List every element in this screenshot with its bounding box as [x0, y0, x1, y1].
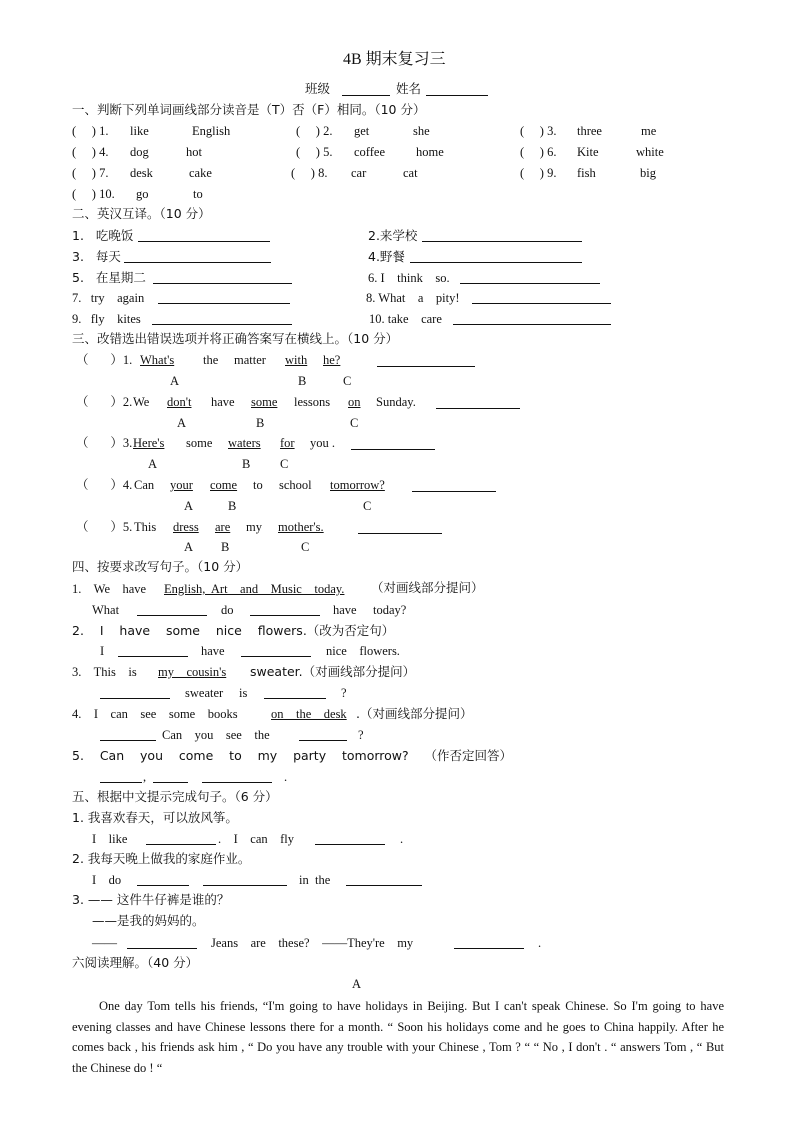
p1-q9-b: big: [640, 166, 656, 180]
p5-q1-like: I like: [92, 832, 128, 846]
p1-q4-num: ( ) 4.: [72, 145, 109, 159]
p3-q2-blank[interactable]: [436, 408, 520, 409]
p1-q2-num: ( ) 2.: [296, 124, 333, 138]
p5-q2-do: I do: [92, 873, 122, 887]
p3-q5-letter-a: A: [184, 540, 194, 554]
p3-q3-letter-c: C: [280, 457, 289, 471]
section-3-heading: 三、改错选出错误选项并将正确答案写在横线上。（10 分）: [72, 331, 399, 346]
p4-q2-rest: nice flowers.: [326, 644, 400, 658]
p4-q5-blank-3[interactable]: [202, 782, 272, 783]
p3-q4-w6: tomorrow?: [330, 478, 385, 492]
p2-blank-1[interactable]: [138, 241, 270, 242]
p3-q3-prefix: （ ）3.: [76, 436, 133, 450]
section-2-heading: 二、英汉互译。（10 分）: [72, 206, 211, 221]
p2-blank-7[interactable]: [158, 303, 290, 304]
section-1-heading: 一、判断下列单词画线部分读音是（T）否（F）相同。（10 分）: [72, 102, 426, 117]
p5-q2: 2. 我每天晚上做我的家庭作业。: [72, 851, 251, 866]
p4-q1-a: 1. We have: [72, 582, 147, 596]
p4-q1-blank-2[interactable]: [250, 615, 320, 616]
p1-q1-a: like: [130, 124, 149, 138]
p4-q4-blank-2[interactable]: [299, 740, 347, 741]
p1-q4-a: dog: [130, 145, 149, 159]
p2-blank-10[interactable]: [453, 324, 611, 325]
p3-q1-prefix: （ ）1.: [76, 353, 133, 367]
p4-q1-today: today?: [373, 603, 407, 617]
p5-q3: 3. —— 这件牛仔裤是谁的？: [72, 892, 230, 907]
p4-q2-blank-1[interactable]: [118, 656, 188, 657]
section-5-heading: 五、根据中文提示完成句子。（6 分）: [72, 789, 278, 804]
p4-q3-blank-1[interactable]: [100, 698, 170, 699]
class-blank[interactable]: [342, 95, 390, 96]
p3-q1-w5: he?: [323, 353, 341, 367]
p5-q2-blank-1[interactable]: [137, 885, 189, 886]
section-6-heading: 六阅读理解。（40 分）: [72, 955, 199, 970]
p3-q2-w7: Sunday.: [376, 395, 416, 409]
p4-q4-underlined: on the desk: [271, 707, 347, 721]
p1-q3-b: me: [641, 124, 657, 138]
p3-q3-w5: you .: [310, 436, 335, 450]
p1-q3-a: three: [577, 124, 602, 138]
p5-q3-dash: ——: [92, 936, 117, 950]
p5-q2-blank-3[interactable]: [346, 885, 422, 886]
p3-q5-w3: are: [215, 520, 231, 534]
p1-q6-b: white: [636, 145, 664, 159]
p3-q2-letter-c: C: [350, 416, 359, 430]
page-title: 4B 期末复习三: [343, 51, 446, 68]
p3-q4-letter-c: C: [363, 499, 372, 513]
p3-q1-w4: with: [285, 353, 308, 367]
p4-q2-blank-2[interactable]: [241, 656, 311, 657]
p3-q3-letter-b: B: [242, 457, 251, 471]
p5-q1-blank-2[interactable]: [315, 844, 385, 845]
p2-blank-9[interactable]: [152, 324, 292, 325]
p4-q1-do: do: [221, 603, 234, 617]
p4-q2-have: have: [201, 644, 225, 658]
p2-blank-3[interactable]: [124, 262, 271, 263]
name-blank[interactable]: [426, 95, 488, 96]
p2-item-3: 3. 每天: [72, 249, 121, 264]
p3-q5-blank[interactable]: [358, 533, 442, 534]
p4-q4-q: ?: [358, 728, 364, 742]
p2-blank-6[interactable]: [460, 283, 600, 284]
p3-q3-w2: some: [186, 436, 213, 450]
p1-q5-num: ( ) 5.: [296, 145, 333, 159]
p4-q2-i: I: [100, 644, 105, 658]
p1-q4-b: hot: [186, 145, 202, 159]
p5-q3-b: ——是我的妈妈的。: [92, 913, 205, 928]
p3-q3-w3: waters: [228, 436, 261, 450]
p4-q5-comma: ,: [143, 770, 147, 784]
p3-q5-w1: This: [134, 520, 157, 534]
p3-q3-blank[interactable]: [351, 449, 435, 450]
p2-item-9: 9. fly kites: [72, 312, 141, 326]
p5-q1: 1. 我喜欢春天，可以放风筝。: [72, 810, 238, 825]
p3-q4-prefix: （ ）4.: [76, 478, 133, 492]
p4-q3-q: ?: [341, 686, 347, 700]
p1-q9-a: fish: [577, 166, 596, 180]
p1-q8-a: car: [351, 166, 367, 180]
p2-item-1: 1. 吃晚饭: [72, 228, 134, 243]
p3-q1-w2: the: [203, 353, 219, 367]
p5-q3-period: .: [538, 936, 542, 950]
p1-q2-a: get: [354, 124, 370, 138]
p3-q4-w4: to: [253, 478, 263, 492]
p3-q2-w5: lessons: [294, 395, 331, 409]
p1-q10-num: ( ) 10.: [72, 187, 115, 201]
p3-q3-letter-a: A: [148, 457, 158, 471]
p3-q4-w2: your: [170, 478, 193, 492]
p5-q3-blank-2[interactable]: [454, 948, 524, 949]
p2-item-8: 8. What a pity!: [366, 291, 460, 305]
p1-q8-b: cat: [403, 166, 418, 180]
p5-q2-inthe: in the: [299, 873, 331, 887]
p4-q4-blank-1[interactable]: [100, 740, 156, 741]
p3-q5-w2: dress: [173, 520, 199, 534]
p3-q1-w1: What's: [140, 353, 175, 367]
p3-q2-w4: some: [251, 395, 278, 409]
p5-q1-period: .: [400, 832, 404, 846]
p1-q7-b: cake: [189, 166, 212, 180]
p4-q1-underlined: English, Art and Music today.: [164, 582, 345, 596]
p3-q2-w6: on: [348, 395, 361, 409]
p5-q1-fly: . I can fly: [218, 832, 295, 846]
p4-q3-sweater: sweater: [185, 686, 224, 700]
class-label: 班级: [305, 81, 331, 96]
p4-q4-b: .（对画线部分提问）: [356, 706, 473, 721]
p1-q7-a: desk: [130, 166, 153, 180]
p3-q4-w5: school: [279, 478, 312, 492]
p3-q2-letter-a: A: [177, 416, 187, 430]
p1-q2-b: she: [413, 124, 430, 138]
p4-q3-is: is: [239, 686, 248, 700]
reading-label: A: [352, 977, 362, 991]
p4-q2: 2. I have some nice flowers.（改为否定句）: [72, 623, 395, 638]
p2-item-4: 4.野餐: [368, 249, 405, 264]
p3-q5-w4: my: [246, 520, 262, 534]
p3-q4-blank[interactable]: [412, 491, 496, 492]
p2-blank-8[interactable]: [472, 303, 611, 304]
p3-q4-w3: come: [210, 478, 238, 492]
p3-q3-w4: for: [280, 436, 295, 450]
p4-q4-a: 4. I can see some books: [72, 707, 238, 721]
p1-q5-a: coffee: [354, 145, 385, 159]
p3-q2-letter-b: B: [256, 416, 265, 430]
p1-q9-num: ( ) 9.: [520, 166, 557, 180]
p4-q5-period: .: [284, 770, 288, 784]
p1-q10-a: go: [136, 187, 149, 201]
p3-q4-letter-a: A: [184, 499, 194, 513]
p3-q1-w3: matter: [234, 353, 266, 367]
p3-q2-w3: have: [211, 395, 235, 409]
p2-blank-2[interactable]: [422, 241, 582, 242]
p3-q5-prefix: （ ）5.: [76, 520, 133, 534]
p2-item-2: 2.来学校: [368, 228, 418, 243]
p4-q1-blank-1[interactable]: [137, 615, 207, 616]
p5-q1-blank-1[interactable]: [146, 844, 216, 845]
p4-q3-underlined: my cousin's: [158, 665, 227, 679]
p4-q4-can: Can you see the: [162, 728, 270, 742]
p3-q2-w1: We: [133, 395, 150, 409]
p4-q5-blank-1[interactable]: [100, 782, 142, 783]
p3-q2-prefix: （ ）2.: [76, 395, 133, 409]
p2-item-5: 5. 在星期二: [72, 270, 146, 285]
p3-q5-letter-c: C: [301, 540, 310, 554]
p3-q5-letter-b: B: [221, 540, 230, 554]
p4-q3-a: 3. This is: [72, 665, 137, 679]
p1-q10-b: to: [193, 187, 203, 201]
p3-q1-letter-a: A: [170, 374, 180, 388]
reading-passage: One day Tom tells his friends, “I'm going to have holidays in Beijing. But I can't speak Chinese. So I'm going to have evening classes and have Chinese lessons there for a month. “ Soon his holidays come and he goes to China happily. After he comes back , his friends ask him , “ Do you have any trouble with your Chinese , Tom ? “ “ No , I don't . “ answers Tom , “ But the Chinese do ! “: [72, 999, 724, 1075]
p4-q1-have: have: [333, 603, 357, 617]
p3-q5-w5: mother's.: [278, 520, 324, 534]
p1-q3-num: ( ) 3.: [520, 124, 557, 138]
p3-q4-w1: Can: [134, 478, 155, 492]
section-4-heading: 四、按要求改写句子。（10 分）: [72, 559, 249, 574]
p1-q8-num: ( ) 8.: [291, 166, 328, 180]
p1-q7-num: ( ) 7.: [72, 166, 109, 180]
p4-q1-what: What: [92, 603, 120, 617]
p1-q5-b: home: [416, 145, 444, 159]
p5-q3-mid: Jeans are these? ——They're my: [211, 936, 414, 950]
p2-item-7: 7. try again: [72, 291, 145, 305]
p3-q1-blank[interactable]: [377, 366, 475, 367]
p2-blank-5[interactable]: [153, 283, 292, 284]
p1-q6-num: ( ) 6.: [520, 145, 557, 159]
name-label: 姓名: [396, 81, 422, 96]
p3-q1-letter-b: B: [298, 374, 307, 388]
p4-q3-b: sweater.（对画线部分提问）: [250, 664, 416, 679]
p4-q5-blank-2[interactable]: [153, 782, 188, 783]
p1-q1-num: ( ) 1.: [72, 124, 109, 138]
p3-q4-letter-b: B: [228, 499, 237, 513]
p1-q6-a: Kite: [577, 145, 599, 159]
p2-item-6: 6. I think so.: [368, 271, 450, 285]
p5-q3-blank-1[interactable]: [127, 948, 197, 949]
p4-q3-blank-2[interactable]: [264, 698, 326, 699]
p3-q1-letter-c: C: [343, 374, 352, 388]
p2-blank-4[interactable]: [410, 262, 582, 263]
p3-q3-w1: Here's: [133, 436, 165, 450]
p5-q2-blank-2[interactable]: [203, 885, 287, 886]
p3-q2-w2: don't: [167, 395, 192, 409]
p4-q1-b: （对画线部分提问）: [371, 580, 484, 595]
p1-q1-b: English: [192, 124, 231, 138]
p2-item-10: 10. take care: [369, 312, 442, 326]
p4-q5: 5. Can you come to my party tomorrow? （作否定回答）: [72, 748, 513, 763]
